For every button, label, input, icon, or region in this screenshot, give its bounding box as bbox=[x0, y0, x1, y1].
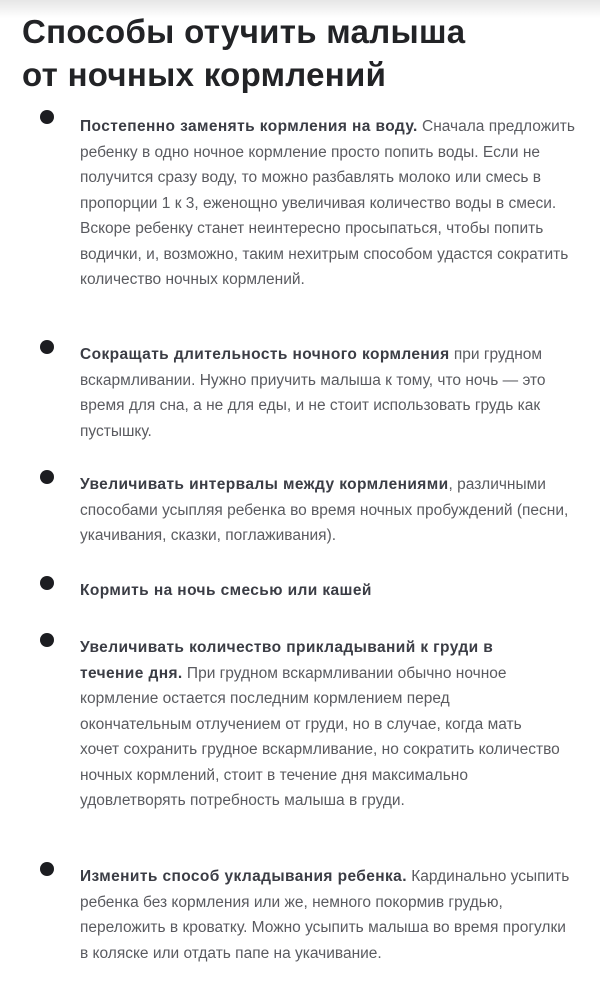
item-text bbox=[80, 578, 585, 604]
item-body: Кардинально усыпить ребенка без кормления или же, немного покормив грудью, переложить в кроватку. Можно усыпить малыша во время прогулки в коляске или отдать папе на укачивание. bbox=[80, 868, 570, 962]
item-text bbox=[80, 342, 585, 444]
title-line-1: Способы отучить малыша bbox=[22, 13, 466, 50]
bullet-icon bbox=[40, 862, 54, 876]
item-body: , различными способами усыпляя ребенка во время ночных пробуждений (песни, укачивания, сказки, поглаживания). bbox=[80, 476, 569, 544]
item-body: при грудном вскармливании. Нужно приучить малыша к тому, что ночь — это время для сна, а не для еды, и не стоит использовать грудь как пустышку. bbox=[80, 346, 546, 440]
item-body: Сначала предложить ребенку в одно ночное кормление просто попить воды. Если не получится сразу воду, то можно разбавлять молоко или смесь в пропорции 1 к 3, еженощно увеличивая количество воды в смеси. Вскоре ребенку станет неинтересно просыпаться, чтобы попить водички, и, возможно, таким нехитрым способом удастся сократить количество ночных кормлений. bbox=[80, 118, 575, 288]
item-lead: Увеличивать интервалы между кормлениями bbox=[80, 476, 449, 493]
title-line-2: от ночных кормлений bbox=[22, 56, 387, 93]
item-text bbox=[80, 114, 585, 293]
item-lead: Увеличивать количество прикладываний к груди в течение дня. bbox=[80, 639, 494, 682]
item-body: При грудном вскармливании обычно ночное кормление остается последним кормлением перед окончательным отлучением от груди, но в случае, когда мать хочет сохранить грудное вскармливание, но сократить количество ночных кормлений, стоит в течение дня максимально удовлетворять потребность малыша в груди. bbox=[80, 664, 560, 809]
item-lead: Постепенно заменять кормления на воду. bbox=[80, 118, 418, 135]
bullet-icon bbox=[40, 110, 54, 124]
item-text bbox=[80, 635, 560, 814]
bullet-icon bbox=[40, 633, 54, 647]
bullet-icon bbox=[40, 576, 54, 590]
item-lead: Сокращать длительность ночного кормления bbox=[80, 346, 450, 363]
item-lead: Изменить способ укладывания ребенка. bbox=[80, 868, 407, 885]
item-lead: Кормить на ночь смесью или кашей bbox=[80, 582, 372, 599]
bullet-icon bbox=[40, 470, 54, 484]
bullet-icon bbox=[40, 340, 54, 354]
item-text bbox=[80, 472, 585, 549]
page-title bbox=[22, 10, 465, 96]
item-text bbox=[80, 864, 575, 966]
